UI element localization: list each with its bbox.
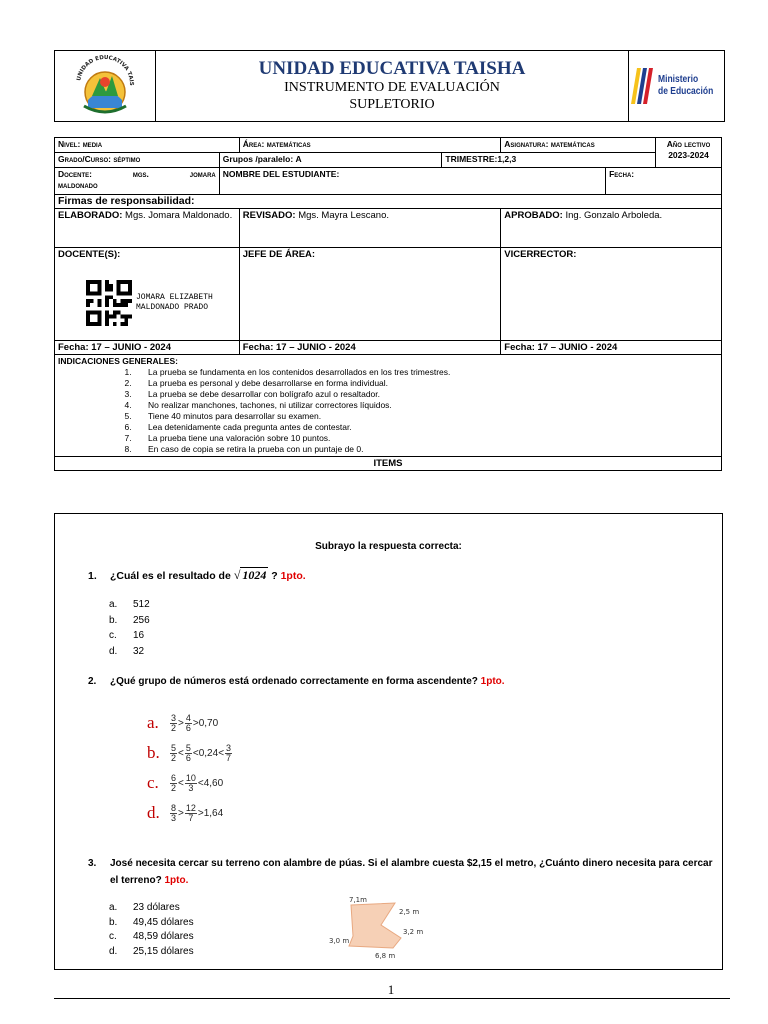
- school-logo-cell: [55, 51, 156, 122]
- instruction-item: 5. Tiene 40 minutos para desarrollar su examen.: [134, 411, 718, 422]
- figure-label-right: 3,2 m: [403, 928, 424, 936]
- info-table: [54, 137, 722, 471]
- area-cell: Área: matemáticas: [239, 138, 501, 153]
- docentes-sign-cell: DOCENTE(S): JOMARA ELIZABETH MALDONADO PRADO: [55, 248, 240, 341]
- question-1-options: [109, 597, 150, 660]
- qr-code-icon: [85, 280, 133, 326]
- option-b[interactable]: b. 49,45 dólares: [109, 916, 194, 928]
- vicerrector-sign-cell: VICERRECTOR:: [501, 248, 722, 341]
- figure-label-bottom: 6,8 m: [375, 952, 396, 960]
- footer-rule: [54, 998, 730, 999]
- instruction-item: 8. En caso de copia se retira la prueba con un puntaje de 0.: [134, 444, 718, 455]
- fecha-revisado: Fecha: 17 – JUNIO - 2024: [239, 341, 501, 355]
- electronic-signature: JOMARA ELIZABETH MALDONADO PRADO: [85, 280, 213, 326]
- option-d[interactable]: d. 8 3 > 12 7 > 1,64: [147, 802, 224, 823]
- option-d[interactable]: d. 25,15 dólares: [109, 945, 194, 957]
- ministry-line2: de Educación: [658, 86, 714, 97]
- aprobado-cell: APROBADO: Ing. Gonzalo Arboleda.: [501, 209, 722, 248]
- trimestre-cell: TRIMESTRE:1,2,3: [442, 153, 656, 168]
- instruction-item: 6. Lea detenidamente cada pregunta antes de contestar.: [134, 422, 718, 433]
- school-title: UNIDAD EDUCATIVA TAISHA: [258, 58, 526, 79]
- elaborado-cell: ELABORADO: Mgs. Jomara Maldonado.: [55, 209, 240, 248]
- question-2: 2. ¿Qué grupo de números está ordenado correctamente en forma ascendente? 1pto.: [88, 676, 505, 687]
- fecha-elaborado: Fecha: 17 – JUNIO - 2024: [55, 341, 240, 355]
- option-a[interactable]: a. 23 dólares: [109, 902, 180, 913]
- question-2-options: [147, 708, 257, 828]
- page-number: 1: [387, 982, 395, 997]
- grado-cell: Grado/Curso: séptimo: [55, 153, 220, 168]
- option-b[interactable]: b. 5 2 < 5 6 < 0,24 < 3 7: [147, 742, 232, 763]
- header-table: [54, 50, 725, 122]
- ministry-logo-cell: [629, 51, 725, 122]
- instructions-heading: INDICACIONES GENERALES:: [58, 356, 178, 366]
- student-name-field[interactable]: NOMBRE DEL ESTUDIANTE:: [219, 168, 605, 195]
- nivel-cell: Nivel: media: [55, 138, 240, 153]
- ministry-logo: [629, 66, 724, 106]
- asignatura-cell: Asignatura: matemáticas: [501, 138, 656, 153]
- figure-label-top: 7,1m: [349, 896, 367, 904]
- anio-lectivo-cell: Año lectivo 2023-2024: [656, 138, 722, 168]
- question-3-options: [109, 901, 194, 959]
- answer-instruction: Subrayo la respuesta correcta:: [315, 541, 462, 552]
- ministry-line1: Ministerio: [658, 74, 699, 85]
- instruction-item: 2. La prueba es personal y debe desarrollarse en forma individual.: [134, 378, 718, 389]
- jefe-area-sign-cell: JEFE DE ÁREA:: [239, 248, 501, 341]
- ministry-flag-icon: [629, 66, 655, 106]
- school-logo-icon: [70, 52, 140, 118]
- grupos-cell: Grupos /paralelo: A: [219, 153, 442, 168]
- exam-type: SUPLETORIO: [349, 97, 435, 112]
- instruction-item: 4. No realizar manchones, tachones, ni utilizar correctores líquidos.: [134, 400, 718, 411]
- radicand: 1024: [242, 568, 267, 582]
- figure-label-left: 3,0 m: [329, 937, 350, 945]
- option-b[interactable]: b. 256: [109, 614, 150, 626]
- docente-cell: Docente: mgs. jomara maldonado: [55, 168, 220, 195]
- question-1: 1. ¿Cuál es el resultado de √ 1024 ? 1pto.: [88, 568, 306, 582]
- terrain-figure: [323, 892, 433, 964]
- option-c[interactable]: c. 16: [109, 630, 145, 642]
- signatures-heading: Firmas de responsabilidad:: [55, 195, 722, 209]
- instruction-item: 3. La prueba se debe desarrollar con bolígrafo azul o resaltador.: [134, 389, 718, 400]
- header-title-cell: [156, 51, 629, 122]
- items-label: ITEMS: [55, 457, 722, 471]
- fecha-aprobado: Fecha: 17 – JUNIO - 2024: [501, 341, 722, 355]
- question-3: 3. José necesita cercar su terreno con alambre de púas. Si el alambre cuesta $2,15 el metro, ¿Cuánto dinero necesita para cercar el terreno? 1pto.: [88, 858, 713, 886]
- instrument-title: INSTRUMENTO DE EVALUACIÓN: [284, 80, 500, 95]
- instructions-list: [58, 367, 718, 455]
- figure-label-right-top: 2,5 m: [399, 908, 420, 916]
- instruction-item: 7. La prueba tiene una valoración sobre 10 puntos.: [134, 433, 718, 444]
- option-c[interactable]: c. 6 2 < 10 3 < 4,60: [147, 772, 224, 793]
- revisado-cell: REVISADO: Mgs. Mayra Lescano.: [239, 209, 501, 248]
- questions-box: [54, 513, 723, 970]
- instruction-item: 1. La prueba se fundamenta en los contenidos desarrollados en los tres trimestres.: [134, 367, 718, 378]
- svg-text:UNIDAD EDUCATIVA TAISHA: UNIDAD EDUCATIVA TAIS: [76, 54, 135, 86]
- option-a[interactable]: a. 3 2 > 4 6 > 0,70: [147, 712, 219, 733]
- option-a[interactable]: a. 512: [109, 599, 150, 610]
- fecha-field[interactable]: Fecha:: [606, 168, 722, 195]
- option-d[interactable]: d. 32: [109, 646, 145, 658]
- option-c[interactable]: c. 48,59 dólares: [109, 931, 194, 942]
- general-instructions: [55, 355, 722, 457]
